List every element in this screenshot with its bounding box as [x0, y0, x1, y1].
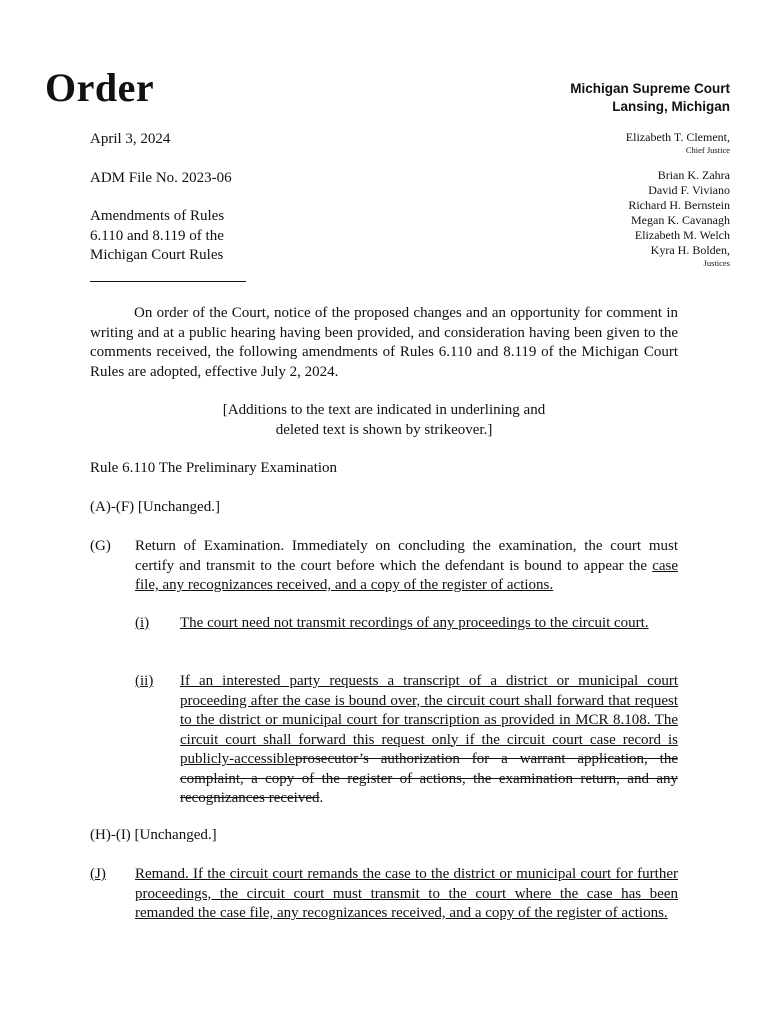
subrule-g-ii-text — [180, 672, 678, 809]
amendment-note — [90, 401, 678, 440]
order-title: Order — [45, 65, 155, 110]
unchanged-a-f: (A)-(F) [Unchanged.] — [90, 499, 220, 515]
subrule-g-ii-label: (ii) — [135, 673, 154, 689]
note-line1: [Additions to the text are indicated in underlining and — [222, 402, 546, 418]
subrule-g-i-label: (i) — [135, 615, 150, 631]
court-name — [570, 80, 730, 116]
divider-line — [90, 281, 246, 282]
subrule-g-plain: Return of Examination. Immediately on concluding the examination, the court must certify and transmit to the court before which the defendant is bound to appear the — [135, 538, 678, 574]
subject-line: Amendments of Rules — [90, 208, 225, 224]
subrule-g-added: case file, any recognizances received, and a copy of the register of actions. — [135, 557, 678, 593]
subrule-g-label: (G) — [90, 538, 111, 554]
court-name-line1: Michigan Supreme Court — [570, 81, 730, 96]
subrule-g-ii-added: If an interested party requests a transcript of a district or municipal court proceeding after the case is bound over, the circuit court shall forward that request to the district or municipal court for transcription as provided in MCR 8.108. The circuit court shall forward this request only if the circuit court case record is publicly-accessible — [180, 673, 678, 767]
justices-list — [626, 130, 730, 269]
subrule-j-text: Remand. If the circuit court remands the case to the district or municipal court for further proceedings, the circuit court must transmit to the court where the case has been remanded the case file, any recognizances received, and a copy of the register of actions. — [135, 866, 678, 921]
justice-name: David F. Viviano — [648, 183, 730, 197]
subject-line: Michigan Court Rules — [90, 247, 224, 263]
justice-name: Elizabeth M. Welch — [634, 228, 730, 242]
note-line2: deleted text is shown by strikeover.] — [275, 421, 493, 438]
adm-file-number: ADM File No. 2023-06 — [90, 170, 232, 186]
subrule-g-ii-end: . — [319, 790, 324, 806]
subrule-g-ii-deleted: prosecutor’s authorization for a warrant application, the complaint, a copy of the register of actions, the examination return, and any recognizances received — [180, 751, 678, 806]
chief-justice-name: Elizabeth T. Clement, — [625, 130, 730, 144]
subrule-g-text — [135, 537, 678, 596]
order-date: April 3, 2024 — [90, 131, 171, 147]
rule-heading: Rule 6.110 The Preliminary Examination — [90, 460, 338, 476]
chief-justice-title: Chief Justice — [685, 145, 730, 155]
unchanged-h-i: (H)-(I) [Unchanged.] — [90, 827, 217, 843]
justices-title: Justices — [703, 258, 730, 268]
justice-name: Kyra H. Bolden, — [650, 243, 730, 257]
intro-paragraph: On order of the Court, notice of the proposed changes and an opportunity for comment in writing and at a public hearing having been provided, and consideration having been given to the comments received, the following amendments of Rules 6.110 and 8.119 of the Michigan Court Rules are adopted, effective July 2, 2024. — [90, 305, 678, 380]
justice-name: Richard H. Bernstein — [628, 198, 730, 212]
court-location: Lansing, Michigan — [612, 99, 730, 114]
subject-line: 6.110 and 8.119 of the — [90, 227, 224, 244]
subrule-g-i-text: The court need not transmit recordings of any proceedings to the circuit court. — [180, 615, 649, 631]
subrule-j-label: (J) — [90, 866, 106, 882]
order-subject — [90, 207, 224, 266]
justice-name: Megan K. Cavanagh — [631, 213, 730, 227]
justice-name: Brian K. Zahra — [657, 168, 730, 182]
